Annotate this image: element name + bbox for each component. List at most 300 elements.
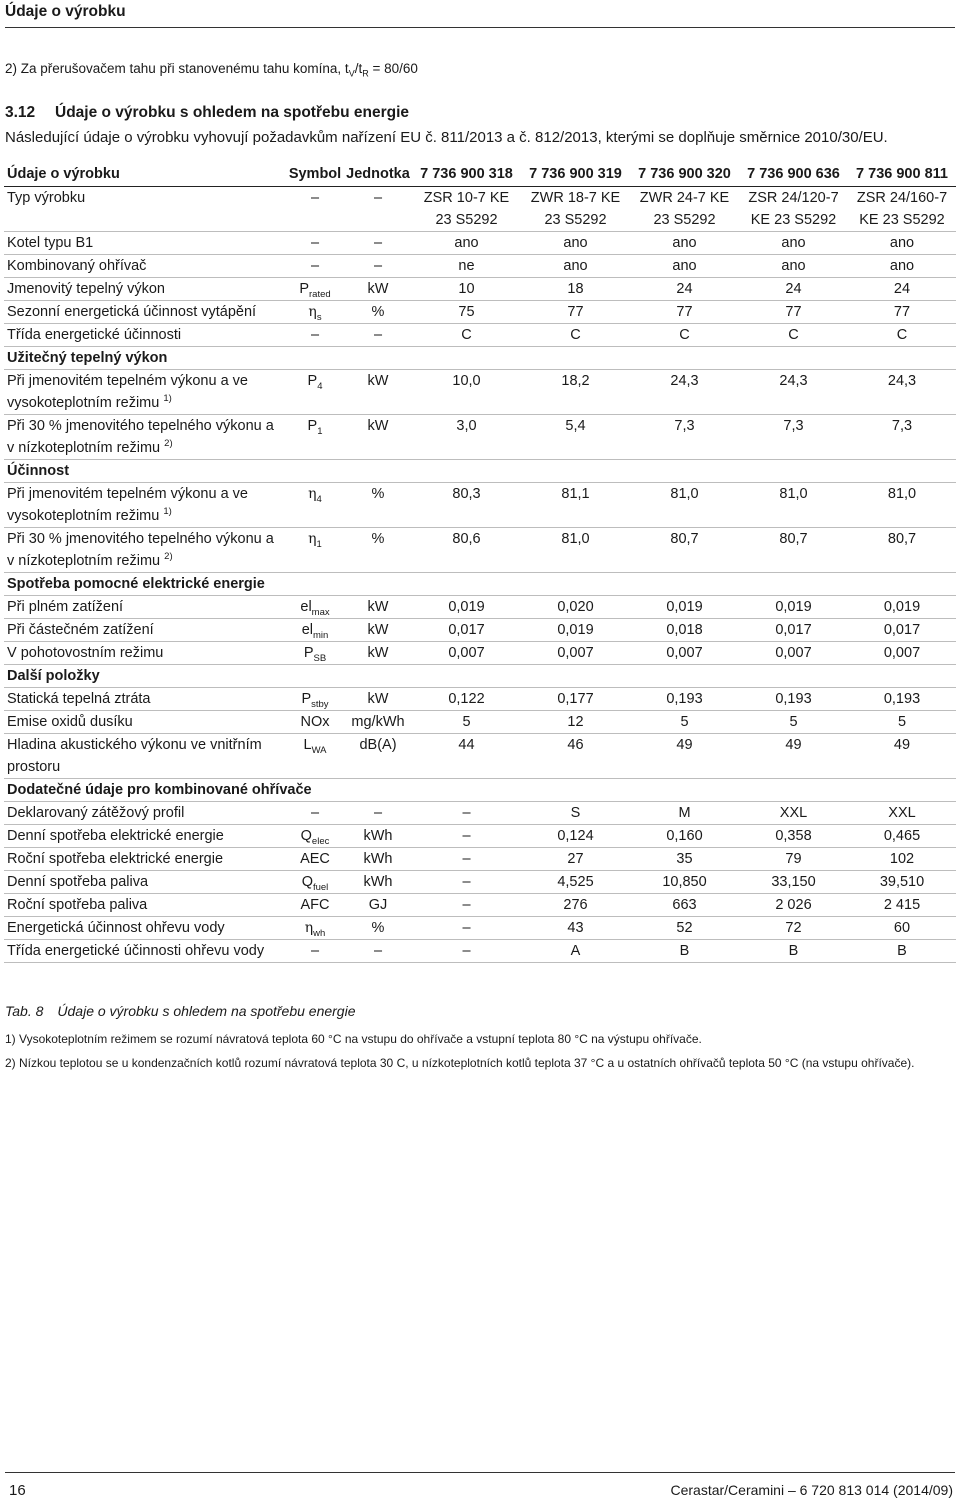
- value-cell: 18,2: [521, 370, 630, 415]
- value-cell: ZSR 10-7 KE 23 S5292: [412, 187, 521, 232]
- value-cell: –: [412, 940, 521, 963]
- value-cell: 49: [739, 734, 848, 779]
- unit-cell: kWh: [344, 871, 412, 894]
- row-label: [4, 825, 286, 848]
- value-cell: 0,007: [521, 642, 630, 665]
- row-label-text: Typ výrobku: [7, 190, 86, 206]
- value-cell: 2 026: [739, 894, 848, 917]
- symbol-text: –: [310, 943, 320, 959]
- value-cell: 44: [412, 734, 521, 779]
- footnote-ref: 1): [163, 393, 172, 405]
- table-row: [4, 187, 956, 232]
- unit-cell: kW: [344, 688, 412, 711]
- value-cell: –: [412, 894, 521, 917]
- value-cell: 0,018: [630, 619, 739, 642]
- row-label: [4, 324, 286, 347]
- value-cell: ne: [412, 255, 521, 278]
- unit-cell: %: [344, 917, 412, 940]
- unit-cell: –: [344, 255, 412, 278]
- row-label-text: Statická tepelná ztráta: [7, 691, 151, 707]
- symbol-text: AFC: [300, 897, 330, 913]
- table-caption: [5, 1003, 355, 1019]
- table-row: [4, 711, 956, 734]
- value-cell: 77: [739, 301, 848, 324]
- value-cell: 35: [630, 848, 739, 871]
- top-footnote: 2) Za přerušovačem tahu při stanovenému tahu komína, $t_V/t_R = 80/60$: [5, 61, 418, 79]
- table-row: [4, 528, 956, 573]
- symbol-text: P: [301, 691, 312, 707]
- value-cell: 0,177: [521, 688, 630, 711]
- value-cell: 0,019: [521, 619, 630, 642]
- row-label-text: Třída energetické účinnosti: [7, 327, 182, 343]
- symbol-subscript: wh: [313, 927, 326, 939]
- table-row: [4, 619, 956, 642]
- value-cell: ano: [521, 255, 630, 278]
- col-header: 7 736 900 320: [630, 162, 739, 187]
- value-cell: 5: [739, 711, 848, 734]
- value-cell: 0,019: [412, 596, 521, 619]
- row-label: [4, 917, 286, 940]
- symbol-text: Q: [301, 874, 313, 890]
- symbol-text: η: [304, 920, 314, 936]
- table-header-row: [4, 162, 956, 187]
- value-cell: 75: [412, 301, 521, 324]
- value-cell: ano: [412, 232, 521, 255]
- symbol-cell: [286, 278, 344, 301]
- section-number: 3.12: [5, 104, 36, 121]
- table-row: [4, 301, 956, 324]
- symbol-subscript: SB: [313, 652, 327, 664]
- symbol-text: –: [310, 327, 320, 343]
- value-cell: XXL: [848, 802, 956, 825]
- unit-cell: kW: [344, 596, 412, 619]
- value-cell: 43: [521, 917, 630, 940]
- col-header: 7 736 900 811: [848, 162, 956, 187]
- table-row: [4, 734, 956, 779]
- row-label: [4, 894, 286, 917]
- value-cell: 24: [848, 278, 956, 301]
- symbol-text: Q: [300, 828, 312, 844]
- row-label-text: Při plném zatížení: [7, 599, 124, 615]
- value-cell: 80,6: [412, 528, 521, 573]
- value-cell: 0,007: [630, 642, 739, 665]
- value-cell: 0,020: [521, 596, 630, 619]
- symbol-text: AEC: [300, 851, 330, 867]
- value-cell: 0,124: [521, 825, 630, 848]
- table-row: [4, 483, 956, 528]
- symbol-cell: [286, 871, 344, 894]
- value-cell: 5: [630, 711, 739, 734]
- table-row: [4, 894, 956, 917]
- table-row: [4, 688, 956, 711]
- unit-cell: –: [344, 802, 412, 825]
- table-row: [4, 324, 956, 347]
- symbol-subscript: min: [312, 629, 329, 641]
- value-cell: ZWR 18-7 KE 23 S5292: [521, 187, 630, 232]
- value-cell: 24: [739, 278, 848, 301]
- symbol-cell: [286, 301, 344, 324]
- symbol-text: –: [310, 258, 320, 274]
- symbol-cell: [286, 802, 344, 825]
- table-row: [4, 370, 956, 415]
- value-cell: 52: [630, 917, 739, 940]
- value-cell: ano: [848, 232, 956, 255]
- row-label: [4, 278, 286, 301]
- value-cell: ano: [739, 255, 848, 278]
- value-cell: 80,7: [739, 528, 848, 573]
- symbol-cell: [286, 370, 344, 415]
- value-cell: 0,007: [739, 642, 848, 665]
- value-cell: 5,4: [521, 415, 630, 460]
- row-label-text: Deklarovaný zátěžový profil: [7, 805, 185, 821]
- page-header-title: Údaje o výrobku: [5, 3, 955, 28]
- value-cell: 81,1: [521, 483, 630, 528]
- footnote-1: 1) Vysokoteplotním režimem se rozumí návratová teplota 60 °C na vstupu do ohřívače a vstupní teplota 80 °C na výstupu ohřívače.: [5, 1032, 702, 1046]
- symbol-subscript: max: [311, 606, 330, 618]
- value-cell: C: [739, 324, 848, 347]
- product-data-table: [4, 162, 956, 963]
- caption-label: Tab. 8: [5, 1003, 44, 1019]
- unit-cell: –: [344, 232, 412, 255]
- symbol-text: η: [308, 304, 317, 320]
- value-cell: S: [521, 802, 630, 825]
- value-cell: 12: [521, 711, 630, 734]
- unit-cell: %: [344, 528, 412, 573]
- value-cell: C: [630, 324, 739, 347]
- symbol-text: P: [307, 373, 318, 389]
- value-cell: 10: [412, 278, 521, 301]
- value-cell: 77: [521, 301, 630, 324]
- table-row: [4, 871, 956, 894]
- row-label: [4, 940, 286, 963]
- value-cell: 46: [521, 734, 630, 779]
- row-label-text: Při částečném zatížení: [7, 622, 154, 638]
- table-row: [4, 848, 956, 871]
- value-cell: 276: [521, 894, 630, 917]
- value-cell: 5: [412, 711, 521, 734]
- unit-cell: kW: [344, 278, 412, 301]
- value-cell: C: [521, 324, 630, 347]
- value-cell: 10,0: [412, 370, 521, 415]
- value-cell: ano: [739, 232, 848, 255]
- table-row: [4, 917, 956, 940]
- value-cell: 0,193: [630, 688, 739, 711]
- section-label: Účinnost: [4, 460, 956, 483]
- symbol-subscript: WA: [311, 744, 327, 756]
- symbol-text: NOx: [300, 714, 330, 730]
- value-cell: C: [412, 324, 521, 347]
- value-cell: 0,193: [848, 688, 956, 711]
- value-cell: B: [848, 940, 956, 963]
- value-cell: XXL: [739, 802, 848, 825]
- value-cell: 5: [848, 711, 956, 734]
- symbol-text: –: [310, 235, 320, 251]
- value-cell: 81,0: [848, 483, 956, 528]
- unit-cell: GJ: [344, 894, 412, 917]
- value-cell: B: [739, 940, 848, 963]
- value-cell: 10,850: [630, 871, 739, 894]
- symbol-subscript: fuel: [312, 881, 329, 893]
- intro-paragraph: Následující údaje o výrobku vyhovují požadavkům nařízení EU č. 811/2013 a č. 812/2013, kterými se doplňuje směrnice 2010/30/EU.: [5, 129, 888, 146]
- col-header: Údaje o výrobku: [4, 162, 286, 187]
- value-cell: 102: [848, 848, 956, 871]
- unit-cell: kW: [344, 370, 412, 415]
- row-label: [4, 232, 286, 255]
- value-cell: 0,465: [848, 825, 956, 848]
- section-label: Užitečný tepelný výkon: [4, 347, 956, 370]
- section-title-text: Údaje o výrobku s ohledem na spotřebu energie: [55, 104, 410, 121]
- symbol-cell: [286, 642, 344, 665]
- symbol-text: L: [303, 737, 312, 753]
- symbol-cell: [286, 917, 344, 940]
- footnote-ref: 1): [163, 506, 172, 518]
- value-cell: 79: [739, 848, 848, 871]
- symbol-cell: [286, 619, 344, 642]
- row-label: [4, 483, 286, 528]
- symbol-cell: [286, 596, 344, 619]
- table-row: [4, 278, 956, 301]
- row-label-text: Denní spotřeba paliva: [7, 874, 149, 890]
- symbol-cell: [286, 894, 344, 917]
- symbol-cell: [286, 324, 344, 347]
- value-cell: 24: [630, 278, 739, 301]
- footnote-2: 2) Nízkou teplotou se u kondenzačních kotlů rozumí návratová teplota 30 C, u nízkoteplotních kotlů teplota 37 °C a u ostatních ohřívačů teplota 50 °C (na vstupu ohřívače).: [5, 1056, 915, 1070]
- value-cell: 0,019: [739, 596, 848, 619]
- value-cell: 24,3: [848, 370, 956, 415]
- symbol-cell: [286, 688, 344, 711]
- table-row: [4, 255, 956, 278]
- col-header: 7 736 900 318: [412, 162, 521, 187]
- value-cell: ano: [848, 255, 956, 278]
- symbol-text: η: [308, 486, 317, 502]
- value-cell: 18: [521, 278, 630, 301]
- col-header: 7 736 900 319: [521, 162, 630, 187]
- row-label-text: Třída energetické účinnosti ohřevu vody: [7, 943, 265, 959]
- row-label: [4, 619, 286, 642]
- value-cell: B: [630, 940, 739, 963]
- value-cell: 0,017: [412, 619, 521, 642]
- value-cell: 0,007: [848, 642, 956, 665]
- page-footer: [5, 1472, 955, 1499]
- value-cell: 0,358: [739, 825, 848, 848]
- row-label: [4, 802, 286, 825]
- table-section-row: [4, 460, 956, 483]
- unit-cell: kW: [344, 642, 412, 665]
- value-cell: 81,0: [739, 483, 848, 528]
- value-cell: 7,3: [848, 415, 956, 460]
- unit-cell: –: [344, 940, 412, 963]
- value-cell: 7,3: [630, 415, 739, 460]
- col-header: Jednotka: [344, 162, 412, 187]
- value-cell: 27: [521, 848, 630, 871]
- value-cell: M: [630, 802, 739, 825]
- row-label: [4, 688, 286, 711]
- value-cell: –: [412, 825, 521, 848]
- row-label: [4, 301, 286, 324]
- symbol-cell: [286, 187, 344, 232]
- value-cell: ZSR 24/120-7 KE 23 S5292: [739, 187, 848, 232]
- symbol-cell: [286, 825, 344, 848]
- row-label-text: Při jmenovitém tepelném výkonu a ve vysokoteplotním režimu: [7, 373, 248, 411]
- symbol-subscript: 4: [317, 380, 323, 392]
- value-cell: 33,150: [739, 871, 848, 894]
- value-cell: 81,0: [521, 528, 630, 573]
- row-label: [4, 370, 286, 415]
- table-section-row: [4, 573, 956, 596]
- row-label-text: Při 30 % jmenovitého tepelného výkonu a v nízkoteplotním režimu: [7, 418, 274, 456]
- value-cell: 81,0: [630, 483, 739, 528]
- row-label: [4, 415, 286, 460]
- symbol-cell: [286, 255, 344, 278]
- unit-cell: kW: [344, 415, 412, 460]
- value-cell: 39,510: [848, 871, 956, 894]
- symbol-text: el: [300, 599, 312, 615]
- symbol-subscript: 4: [316, 493, 322, 505]
- table-row: [4, 415, 956, 460]
- symbol-text: η: [308, 531, 317, 547]
- row-label-text: Emise oxidů dusíku: [7, 714, 133, 730]
- value-cell: 0,122: [412, 688, 521, 711]
- symbol-text: –: [310, 805, 320, 821]
- footnote-ref: 2): [164, 438, 173, 450]
- symbol-text: el: [301, 622, 313, 638]
- row-label-text: Při jmenovitém tepelném výkonu a ve vysokoteplotním režimu: [7, 486, 248, 524]
- document-reference: Cerastar/Ceramini – 6 720 813 014 (2014/09): [670, 1482, 953, 1498]
- col-header: 7 736 900 636: [739, 162, 848, 187]
- unit-cell: %: [344, 483, 412, 528]
- caption-text: Údaje o výrobku s ohledem na spotřebu energie: [57, 1003, 356, 1019]
- table-row: [4, 940, 956, 963]
- row-label: [4, 734, 286, 779]
- value-cell: ano: [521, 232, 630, 255]
- symbol-cell: [286, 848, 344, 871]
- value-cell: 0,017: [848, 619, 956, 642]
- value-cell: 0,019: [848, 596, 956, 619]
- value-cell: ZSR 24/160-7 KE 23 S5292: [848, 187, 956, 232]
- page-number: 16: [9, 1482, 26, 1499]
- value-cell: 49: [630, 734, 739, 779]
- table-section-row: [4, 779, 956, 802]
- section-label: Spotřeba pomocné elektrické energie: [4, 573, 956, 596]
- unit-cell: –: [344, 324, 412, 347]
- row-label-text: V pohotovostním režimu: [7, 645, 164, 661]
- symbol-cell: [286, 734, 344, 779]
- value-cell: 0,017: [739, 619, 848, 642]
- unit-cell: kWh: [344, 848, 412, 871]
- row-label-text: Sezonní energetická účinnost vytápění: [7, 304, 257, 320]
- unit-cell: –: [344, 187, 412, 232]
- value-cell: 0,007: [412, 642, 521, 665]
- symbol-subscript: elec: [311, 835, 330, 847]
- row-label: [4, 871, 286, 894]
- section-label: Dodatečné údaje pro kombinované ohřívače: [4, 779, 956, 802]
- value-cell: ZWR 24-7 KE 23 S5292: [630, 187, 739, 232]
- row-label: [4, 848, 286, 871]
- table-section-row: [4, 665, 956, 688]
- value-cell: 77: [630, 301, 739, 324]
- table-row: [4, 642, 956, 665]
- row-label-text: Denní spotřeba elektrické energie: [7, 828, 224, 844]
- col-header: Symbol: [286, 162, 344, 187]
- unit-cell: kWh: [344, 825, 412, 848]
- row-label-text: Při 30 % jmenovitého tepelného výkonu a v nízkoteplotním režimu: [7, 531, 274, 569]
- symbol-cell: [286, 232, 344, 255]
- row-label: [4, 255, 286, 278]
- value-cell: 77: [848, 301, 956, 324]
- value-cell: 60: [848, 917, 956, 940]
- row-label: [4, 528, 286, 573]
- value-cell: A: [521, 940, 630, 963]
- value-cell: 663: [630, 894, 739, 917]
- row-label: [4, 187, 286, 232]
- value-cell: 24,3: [630, 370, 739, 415]
- section-heading: [5, 104, 409, 122]
- value-cell: –: [412, 802, 521, 825]
- value-cell: 24,3: [739, 370, 848, 415]
- unit-cell: dB(A): [344, 734, 412, 779]
- value-cell: C: [848, 324, 956, 347]
- value-cell: 0,160: [630, 825, 739, 848]
- symbol-text: –: [310, 190, 320, 206]
- section-label: Další položky: [4, 665, 956, 688]
- value-cell: 4,525: [521, 871, 630, 894]
- symbol-cell: [286, 415, 344, 460]
- row-label: [4, 596, 286, 619]
- value-cell: ano: [630, 255, 739, 278]
- symbol-cell: [286, 483, 344, 528]
- value-cell: 80,3: [412, 483, 521, 528]
- unit-cell: mg/kWh: [344, 711, 412, 734]
- table-row: [4, 596, 956, 619]
- symbol-text: P: [299, 281, 309, 297]
- table-section-row: [4, 347, 956, 370]
- symbol-subscript: rated: [309, 288, 331, 300]
- row-label-text: Roční spotřeba paliva: [7, 897, 148, 913]
- value-cell: 7,3: [739, 415, 848, 460]
- value-cell: 0,193: [739, 688, 848, 711]
- table-row: [4, 825, 956, 848]
- value-cell: –: [412, 848, 521, 871]
- row-label-text: Roční spotřeba elektrické energie: [7, 851, 224, 867]
- symbol-text: P: [307, 418, 318, 434]
- unit-cell: %: [344, 301, 412, 324]
- symbol-subscript: 1: [317, 425, 323, 437]
- value-cell: 80,7: [630, 528, 739, 573]
- symbol-text: P: [303, 645, 314, 661]
- row-label-text: Kotel typu B1: [7, 235, 94, 251]
- value-cell: 2 415: [848, 894, 956, 917]
- row-label: [4, 642, 286, 665]
- symbol-cell: [286, 528, 344, 573]
- value-cell: 72: [739, 917, 848, 940]
- row-label-text: Jmenovitý tepelný výkon: [7, 281, 165, 297]
- value-cell: 3,0: [412, 415, 521, 460]
- symbol-subscript: 1: [316, 538, 322, 550]
- symbol-subscript: stby: [311, 698, 329, 710]
- table-row: [4, 802, 956, 825]
- symbol-subscript: s: [316, 311, 322, 323]
- row-label-text: Kombinovaný ohřívač: [7, 258, 147, 274]
- row-label-text: Hladina akustického výkonu ve vnitřním prostoru: [7, 737, 262, 775]
- table-row: [4, 232, 956, 255]
- value-cell: ano: [630, 232, 739, 255]
- value-cell: –: [412, 917, 521, 940]
- footnote-ref: 2): [164, 551, 173, 563]
- row-label: [4, 711, 286, 734]
- value-cell: 0,019: [630, 596, 739, 619]
- value-cell: 80,7: [848, 528, 956, 573]
- row-label-text: Energetická účinnost ohřevu vody: [7, 920, 225, 936]
